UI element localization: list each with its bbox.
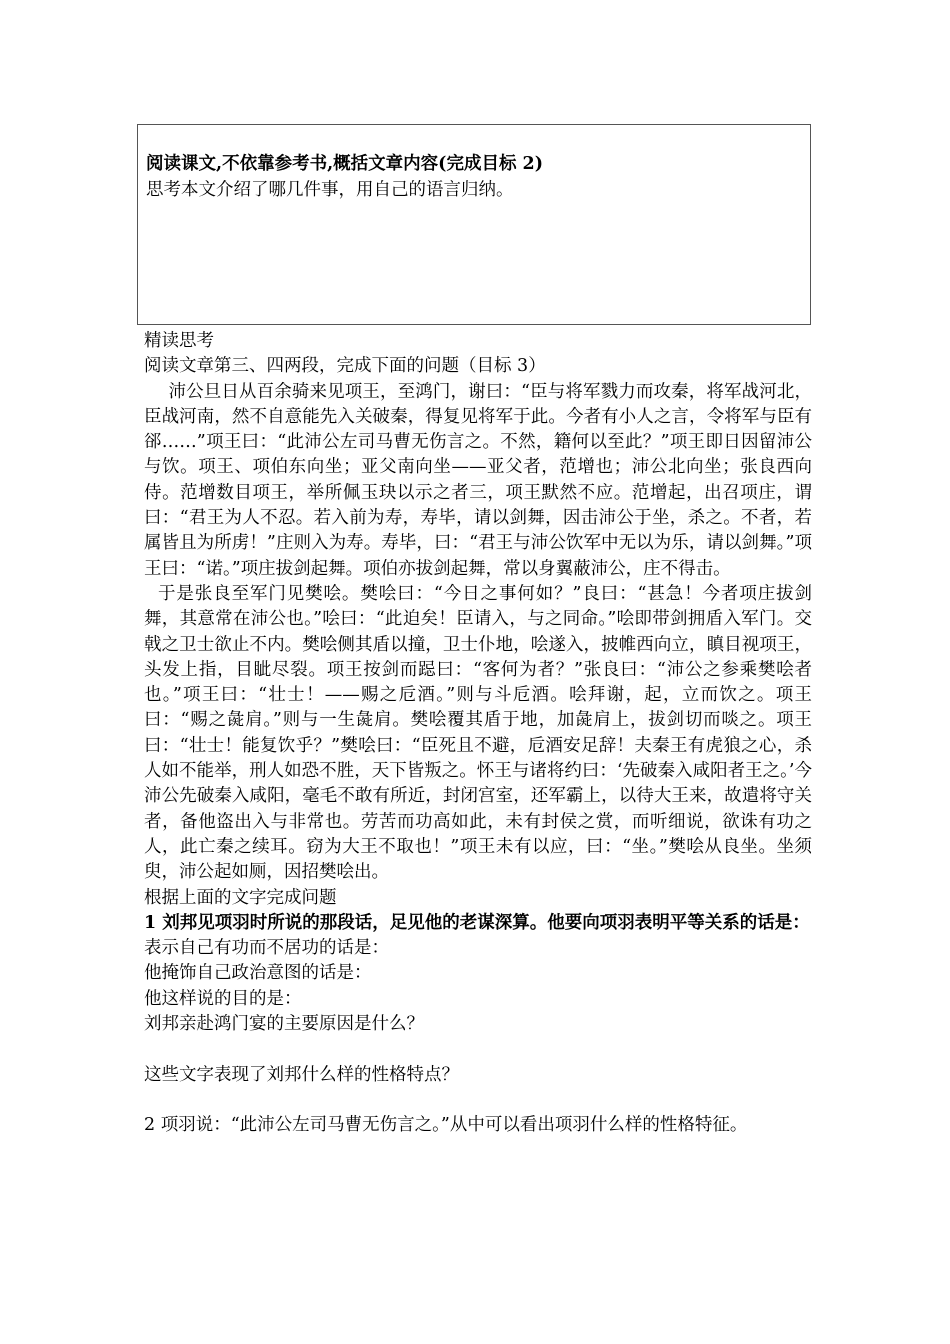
blank-line [144,1037,812,1062]
passage-paragraph-2: 于是张良至军门见樊哙。樊哙曰：“今日之事何如？”良曰：“甚急！今者项庄拔剑舞，其意常在沛公也。”哙曰：“此迫矣！臣请入，与之同命。”哙即带剑拥盾入军门。交戟之卫士欲止不内。樊哙侧其盾以撞，卫士仆地，哙遂入，披帷西向立，瞋目视项王，头发上指，目眦尽裂。项王按剑而跽曰：“客何为者？”张良曰：“沛公之参乘樊哙者也。”项王曰：“壮士！——赐之卮酒。”则与斗卮酒。哙拜谢，起，立而饮之。项王曰：“赐之彘肩。”则与一生彘肩。樊哙覆其盾于地，加彘肩上，拔剑切而啖之。项王曰：“壮士！能复饮乎？”樊哙曰：“臣死且不避，卮酒安足辞！夫秦王有虎狼之心，杀人如不能举，刑人如恐不胜，天下皆叛之。怀王与诸将约曰：‘先破秦入咸阳者王之。’今沛公先破秦入咸阳，毫毛不敢有所近，封闭宫室，还军霸上，以待大王来，故遣将守关者，备他盗出入与非常也。劳苦而功高如此，未有封侯之赏，而听细说，欲诛有功之人，此亡秦之续耳。窃为大王不取也！”项王未有以应，曰：“坐。”樊哙从良坐。坐须臾，沛公起如厕，因招樊哙出。 [144,583,812,883]
task-box [137,124,811,325]
reading-section [144,329,812,1139]
question-1: 1 刘邦见项羽时所说的那段话，足见他的老谋深算。他要向项羽表明平等关系的话是： [144,912,810,933]
question-1-part-d: 刘邦亲赴鸿门宴的主要原因是什么？ [144,1014,424,1035]
questions-intro: 根据上面的文字完成问题 [144,887,337,908]
section-heading: 精读思考 [144,331,214,351]
question-1-part-b: 他掩饰自己政治意图的话是： [144,963,372,984]
question-2: 2 项羽说：“此沛公左司马曹无伤言之。”从中可以看出项羽什么样的性格特征。 [144,1115,748,1136]
question-1-part-e: 这些文字表现了刘邦什么样的性格特点？ [144,1064,459,1085]
task-title: 阅读课文,不依靠参考书,概括文章内容(完成目标 2) [146,154,544,174]
question-1-part-c: 他这样说的目的是： [144,988,302,1009]
passage-paragraph-1: 沛公旦日从百余骑来见项王，至鸿门，谢曰：“臣与将军戮力而攻秦，将军战河北，臣战河南，然不自意能先入关破秦，得复见将军于此。今者有小人之言，令将军与臣有郤……”项王曰：“此沛公左司马曹无伤言之。不然，籍何以至此？”项王即日因留沛公与饮。项王、项伯东向坐；亚父南向坐——亚父者，范增也；沛公北向坐；张良西向侍。范增数目项王，举所佩玉玦以示之者三，项王默然不应。范增起，出召项庄，谓曰：“君王为人不忍。若入前为寿，寿毕，请以剑舞，因击沛公于坐，杀之。不者，若属皆且为所虏！”庄则入为寿。寿毕，曰：“君王与沛公饮军中无以为乐，请以剑舞。”项王曰：“诺。”项庄拔剑起舞。项伯亦拔剑起舞，常以身翼蔽沛公，庄不得击。 [144,381,812,579]
question-1-part-a: 表示自己有功而不居功的话是： [144,938,389,959]
section-instruction: 阅读文章第三、四两段，完成下面的问题（目标 3） [144,356,546,377]
blank-line [144,1088,812,1113]
task-prompt: 思考本文介绍了哪几件事，用自己的语言归纳。 [146,180,514,200]
